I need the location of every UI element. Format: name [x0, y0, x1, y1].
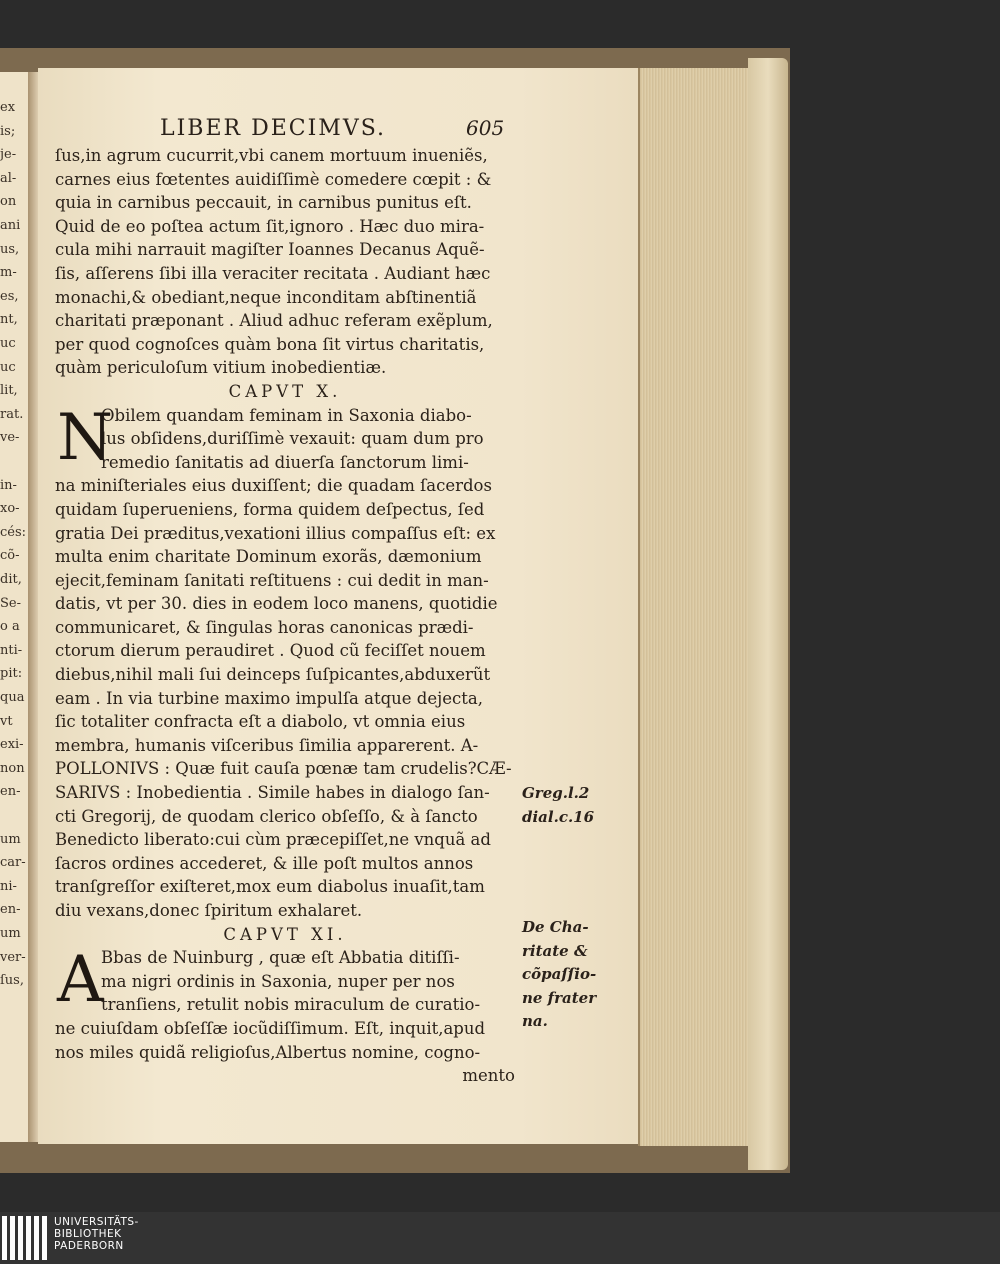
- left-page-fragment: qua: [0, 690, 25, 705]
- text-line: tranſgreſſor exiſteret,mox eum diabolus inuaſit,tam: [55, 877, 485, 897]
- library-logo-text: [54, 1216, 139, 1252]
- chapter-11-heading: CAPVT XI.: [223, 924, 347, 944]
- chapter-11-drop-cap: A: [57, 943, 104, 1018]
- left-page-fragment: vt: [0, 713, 13, 729]
- left-page-fragment: rat.: [0, 406, 24, 422]
- left-page-fragment: ve-: [0, 430, 20, 446]
- chapter-10-drop-cap: N: [57, 400, 113, 475]
- marginal-note-charity: [522, 916, 596, 1034]
- text-line: tranſiens, retulit nobis miraculum de curatio-: [101, 995, 481, 1015]
- text-line: ſis, aſſerens ſibi illa veraciter recitata . Audiant hæc: [55, 263, 491, 283]
- left-page-fragment: ani: [0, 218, 21, 233]
- catchword: mento: [462, 1066, 515, 1086]
- left-page-fragment: es,: [0, 288, 19, 304]
- left-page-fragment: dit,: [0, 572, 22, 587]
- left-page-fragment: um: [0, 831, 21, 847]
- left-page-fragment: nt,: [0, 312, 18, 328]
- left-page-fragment: al-: [0, 170, 17, 186]
- main-text-block: [55, 144, 515, 1088]
- text-line: cula mihi narrauit magiſter Ioannes Decanus Aquẽ-: [55, 240, 485, 260]
- text-line: carnes eius fœtentes auidiſſimè comedere cœpit : &: [55, 169, 492, 189]
- left-page-fragment: non: [0, 760, 25, 776]
- left-page-fragment: nti-: [0, 642, 23, 658]
- left-page-fragment: pit:: [0, 666, 23, 682]
- left-page-fragment: lit,: [0, 383, 18, 399]
- left-page-fragment: m-: [0, 265, 17, 281]
- left-page-fragment: en-: [0, 902, 21, 918]
- left-page-fragment: je-: [0, 147, 17, 163]
- text-line: monachi,& obediant,neque inconditam abſtinentiã: [55, 287, 477, 307]
- book-cover-edge: [748, 58, 788, 1170]
- text-line: membra, humanis viſceribus ſimilia apparerent. A-: [55, 735, 479, 755]
- left-page-fragment: o a: [0, 619, 20, 635]
- text-line: Bbas de Nuinburg , quæ eſt Abbatia ditiſſi-: [101, 948, 460, 968]
- text-line: ſic totaliter confracta eſt a diabolo, vt omnia eius: [55, 712, 466, 732]
- marginal-line: dial.c.16: [522, 807, 595, 826]
- text-line: Quid de eo poſtea actum ſit,ignoro . Hæc duo mira-: [55, 216, 485, 236]
- left-page-fragment: us,: [0, 241, 20, 257]
- left-page-fragment: en-: [0, 784, 21, 800]
- left-page-fragment: um: [0, 926, 21, 941]
- left-page-fragment: exi-: [0, 737, 24, 753]
- marginal-line: Greg.l.2: [522, 784, 590, 802]
- left-page-fragment: on: [0, 194, 17, 210]
- marginal-note-gregory: [522, 782, 594, 829]
- text-line: remedio ſanitatis ad diuerſa ſanctorum limi-: [101, 452, 469, 472]
- text-line: communicaret, & ſingulas horas canonicas prædi-: [55, 617, 474, 637]
- text-line: Obilem quandam feminam in Saxonia diabo-: [101, 405, 472, 425]
- text-line: charitati præponant . Aliud adhuc referam exẽplum,: [55, 311, 493, 331]
- left-page-fragment: uc: [0, 359, 16, 375]
- left-page-fragment: xo-: [0, 501, 20, 517]
- page-number: 605: [466, 116, 505, 140]
- marginal-line: ritate &: [522, 941, 588, 960]
- chapter-10-heading: CAPVT X.: [228, 381, 342, 401]
- text-line: multa enim charitate Dominum exorãs, dæmonium: [55, 547, 482, 567]
- text-line: ne cuiuſdam obſeſſæ iocũdiſſimum. Eſt, inquit,apud: [55, 1018, 486, 1038]
- text-line: ctorum dierum peraudiret . Quod cũ feciſſet nouem: [55, 641, 486, 661]
- running-head: LIBER DECIMVS.: [160, 116, 386, 141]
- text-line: ſus,in agrum cucurrit,vbi canem mortuum inueniẽs,: [55, 146, 488, 165]
- left-page-fragment: uc: [0, 336, 16, 351]
- text-line: diu vexans,donec ſpiritum exhalaret.: [55, 901, 363, 920]
- left-page-fragment: car-: [0, 855, 26, 871]
- logo-line: PADERBORN: [54, 1240, 124, 1252]
- text-line: quidam ſuperueniens, forma quidem deſpectus, ſed: [55, 499, 485, 519]
- marginal-line: De Cha-: [522, 918, 589, 936]
- text-line: per quod cognoſces quàm bona ſit virtus charitatis,: [55, 334, 485, 354]
- left-page-fragment: ex: [0, 100, 16, 115]
- marginal-line: cõpaſſio-: [522, 965, 597, 984]
- page-block-edge: [638, 68, 752, 1146]
- logo-line: UNIVERSITÄTS-: [54, 1216, 139, 1228]
- marginal-line: ne frater: [522, 988, 597, 1007]
- left-page-fragment: Se-: [0, 595, 21, 611]
- text-line: Benedicto liberato:cui cùm præcepiſſet,ne vnquã ad: [55, 830, 491, 850]
- left-page-fragment: ver-: [0, 949, 26, 965]
- text-line: eam . In via turbine maximo impulſa atque dejecta,: [55, 688, 483, 708]
- text-line: quàm periculoſum vitium inobedientiæ.: [55, 358, 387, 378]
- left-page-fragment: ſus,: [0, 973, 24, 989]
- text-line: quia in carnibus peccauit, in carnibus punitus eſt.: [55, 193, 472, 213]
- text-line: ejecit,feminam ſanitati reſtituens : cui dedit in man-: [55, 570, 489, 590]
- text-line: gratia Dei præditus,vexationi illius compaſſus eſt: ex: [55, 523, 496, 543]
- left-page-fragment: cés:: [0, 524, 27, 540]
- library-footer: [0, 1212, 1000, 1264]
- text-line: lus obſidens,duriſſimè vexauit: quam dum pro: [101, 429, 484, 449]
- text-line: na miniſteriales eius duxiſſent; die quadam ſacerdos: [55, 476, 492, 496]
- left-page-fragment: cõ-: [0, 548, 20, 564]
- text-line: POLLONIVS : Quæ fuit cauſa pœnæ tam crudelis?CÆ-: [55, 759, 512, 779]
- text-line: diebus,nihil mali ſui deinceps ſuſpicantes,abduxerũt: [55, 665, 491, 685]
- text-line: datis, vt per 30. dies in eodem loco manens, quotidie: [55, 594, 498, 614]
- text-line: SARIVS : Inobedientia . Simile habes in dialogo ſan-: [55, 783, 490, 803]
- left-page-fragment: in-: [0, 477, 17, 493]
- text-line: cti Gregorij, de quodam clerico obſeſſo, & à ſancto: [55, 806, 478, 826]
- text-line: ſacros ordines accederet, & ille poſt multos annos: [55, 853, 474, 873]
- logo-line: BIBLIOTHEK: [54, 1228, 122, 1240]
- text-line: nos miles quidã religioſus,Albertus nomine, cogno-: [55, 1042, 481, 1062]
- marginal-line: na.: [522, 1012, 548, 1031]
- text-line: ma nigri ordinis in Saxonia, nuper per nos: [101, 971, 455, 991]
- left-page-fragment: is;: [0, 123, 16, 139]
- left-page-fragment: ni-: [0, 878, 17, 894]
